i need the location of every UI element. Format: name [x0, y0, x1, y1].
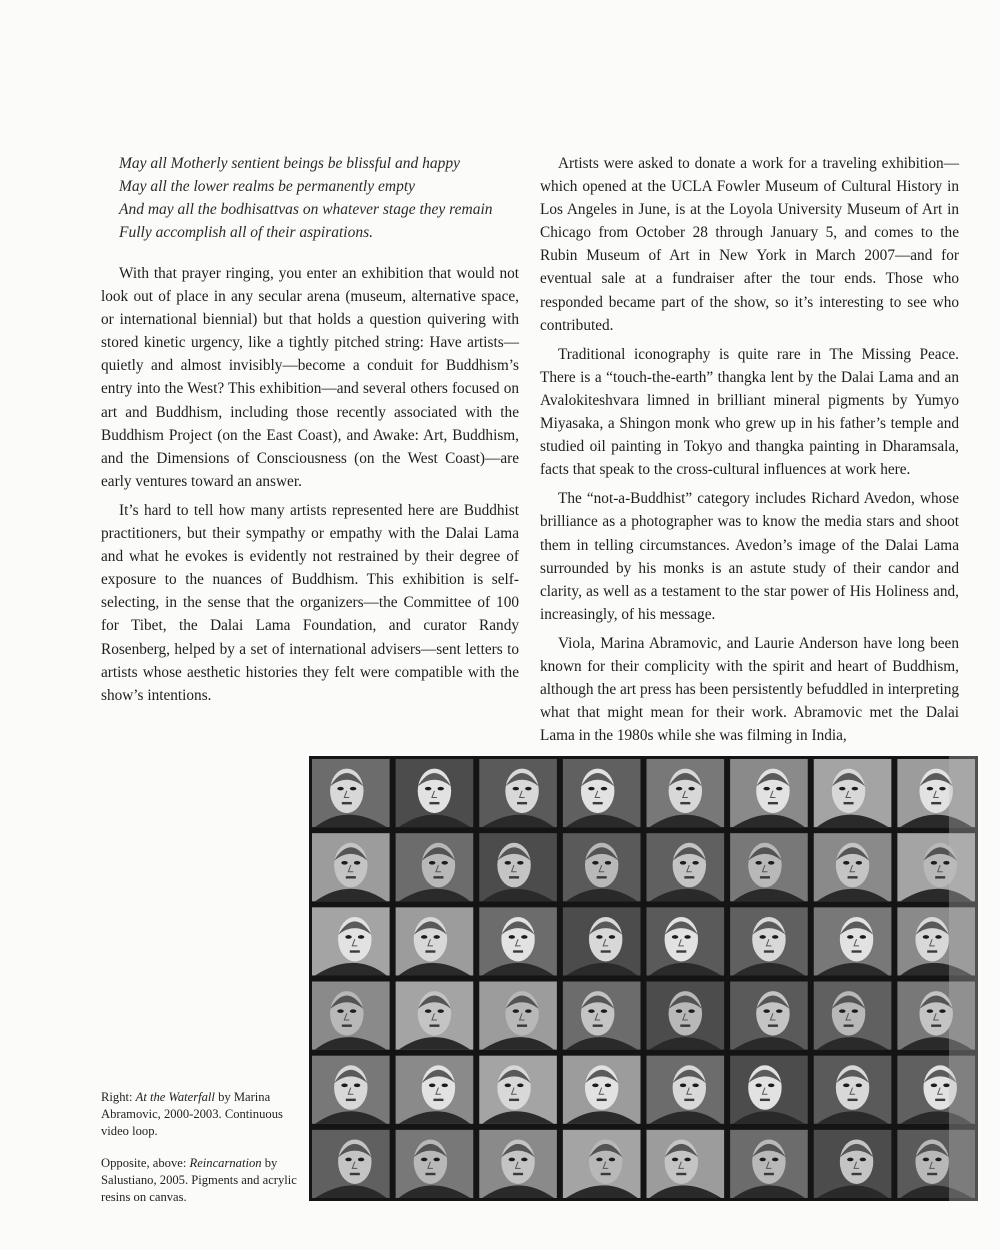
portrait-tile	[312, 759, 390, 827]
portrait-tile	[563, 982, 641, 1050]
portrait-tile	[647, 759, 725, 827]
monk-portrait-grid-photo	[309, 756, 978, 1201]
portrait-tile	[396, 1056, 474, 1124]
portrait-tile	[479, 833, 557, 901]
portrait-tile	[647, 1130, 725, 1198]
portrait-tile	[312, 907, 390, 975]
portrait-tile	[730, 833, 808, 901]
portrait-tile	[647, 907, 725, 975]
paragraph: The “not-a-Buddhist” category includes Richard Avedon, whose brilliance as a photographer was to know the media stars and shoot them in telling circumstances. Avedon’s image of the Dalai Lama surrounded by his monks is an astute study of their candor and clarity, as well as a testament to the star power of His Holiness and, increasingly, of his message.	[540, 490, 959, 623]
portrait-tile	[396, 833, 474, 901]
portrait-tile	[563, 759, 641, 827]
portrait-tile	[479, 1130, 557, 1198]
left-text-column	[101, 262, 519, 713]
portrait-tile	[479, 982, 557, 1050]
portrait-tile	[563, 1130, 641, 1198]
caption-prefix: Opposite, above:	[101, 1156, 190, 1170]
portrait-tile	[730, 1130, 808, 1198]
portrait-tile	[730, 759, 808, 827]
prayer-line: May all the lower realms be permanently empty	[119, 178, 416, 195]
prayer-line: And may all the bodhisattvas on whatever stage they remain	[119, 201, 493, 218]
paragraph: Viola, Marina Abramovic, and Laurie Anderson have long been known for their complicity with the spirit and heart of Buddhism, although the art press has been persistently befuddled in interpreting what that might mean for their work. Abramovic met the Dalai Lama in the 1980s while she was filming in India,	[540, 634, 959, 745]
artwork-title: At the Waterfall	[135, 1090, 215, 1104]
portrait-tile	[730, 1056, 808, 1124]
portrait-tile	[563, 907, 641, 975]
portrait-tile	[814, 982, 892, 1050]
portrait-tile	[396, 759, 474, 827]
caption-opposite	[101, 1155, 301, 1206]
paragraph: With that prayer ringing, you enter an exhibition that would not look out of place in any secular arena (museum, alternative space, or international biennial) but that holds a question quivering with stored kinetic urgency, like a tightly pitched string: Have artists—quietly and almost invisibly—become a conduit for Buddhism’s entry into the West? This exhibition—and several others focused on art and Buddhism, including those recently associated with the Buddhism Project (on the East Coast), and Awake: Art, Buddhism, and the Dimensions of Consciousness (on the West Coast)—are early ventures toward an answer.	[101, 265, 519, 490]
portrait-tile	[479, 759, 557, 827]
prayer-line: Fully accomplish all of their aspirations.	[119, 224, 374, 241]
portrait-tile	[814, 759, 892, 827]
artwork-title: Reincarnation	[189, 1156, 262, 1170]
paragraph: It’s hard to tell how many artists represented here are Buddhist practitioners, but their sympathy or empathy with the Dalai Lama and what he evokes is evidently not restrained by their degree of exposure to the nuances of Buddhism. This exhibition is self-selecting, in the sense that the organizers—the Committee of 100 for Tibet, the Dalai Lama Foundation, and curator Randy Rosenberg, helped by a set of international advisers—sent letters to artists whose aesthetic histories they felt were compatible with the show’s intentions.	[101, 501, 519, 704]
portrait-tile	[479, 907, 557, 975]
portrait-tile	[647, 833, 725, 901]
portrait-tile	[814, 833, 892, 901]
prayer-line: May all Motherly sentient beings be blissful and happy	[119, 155, 460, 172]
portrait-tile	[396, 982, 474, 1050]
caption-details: by Marina Abramovic, 2000-2003. Continuous video loop.	[101, 1090, 283, 1138]
portrait-tile	[479, 1056, 557, 1124]
portrait-grid-image	[309, 756, 978, 1201]
portrait-tile	[730, 982, 808, 1050]
portrait-tile	[647, 982, 725, 1050]
paragraph: Traditional iconography is quite rare in The Missing Peace. There is a “touch-the-earth” thangka lent by the Dalai Lama and an Avalokiteshvara limned in brilliant mineral pigments by Yumyo Miyasaka, a Shingon monk who grew up in his father’s temple and studied oil painting in Tokyo and thangka painting in Dharamsala, facts that speak to the cross-cultural influences at work here.	[540, 345, 959, 479]
caption-right	[101, 1089, 301, 1140]
portrait-tile	[312, 833, 390, 901]
portrait-tile	[312, 1130, 390, 1198]
portrait-tile	[814, 1130, 892, 1198]
portrait-tile	[814, 1056, 892, 1124]
caption-details: by Salustiano, 2005. Pigments and acrylic resins on canvas.	[101, 1156, 297, 1204]
portrait-tile	[312, 1056, 390, 1124]
portrait-tile	[396, 907, 474, 975]
portrait-tile	[563, 833, 641, 901]
opening-prayer	[119, 152, 519, 244]
caption-prefix: Right:	[101, 1090, 136, 1104]
portrait-tile	[647, 1056, 725, 1124]
portrait-tile	[396, 1130, 474, 1198]
paragraph: Artists were asked to donate a work for a traveling exhibition—which opened at the UCLA Fowler Museum of Cultural History in Los Angeles in June, is at the Loyola University Museum of Art in Chicago from October 28 through January 5, and comes to the Rubin Museum of Art in New York in March 2007—and for eventual sale at a fundraiser after the tour ends. Those who responded became part of the show, so it’s interesting to see who contributed.	[540, 155, 959, 334]
portrait-tile	[312, 982, 390, 1050]
portrait-tile	[563, 1056, 641, 1124]
portrait-tile	[814, 907, 892, 975]
right-text-column	[540, 152, 959, 753]
portrait-tile	[730, 907, 808, 975]
